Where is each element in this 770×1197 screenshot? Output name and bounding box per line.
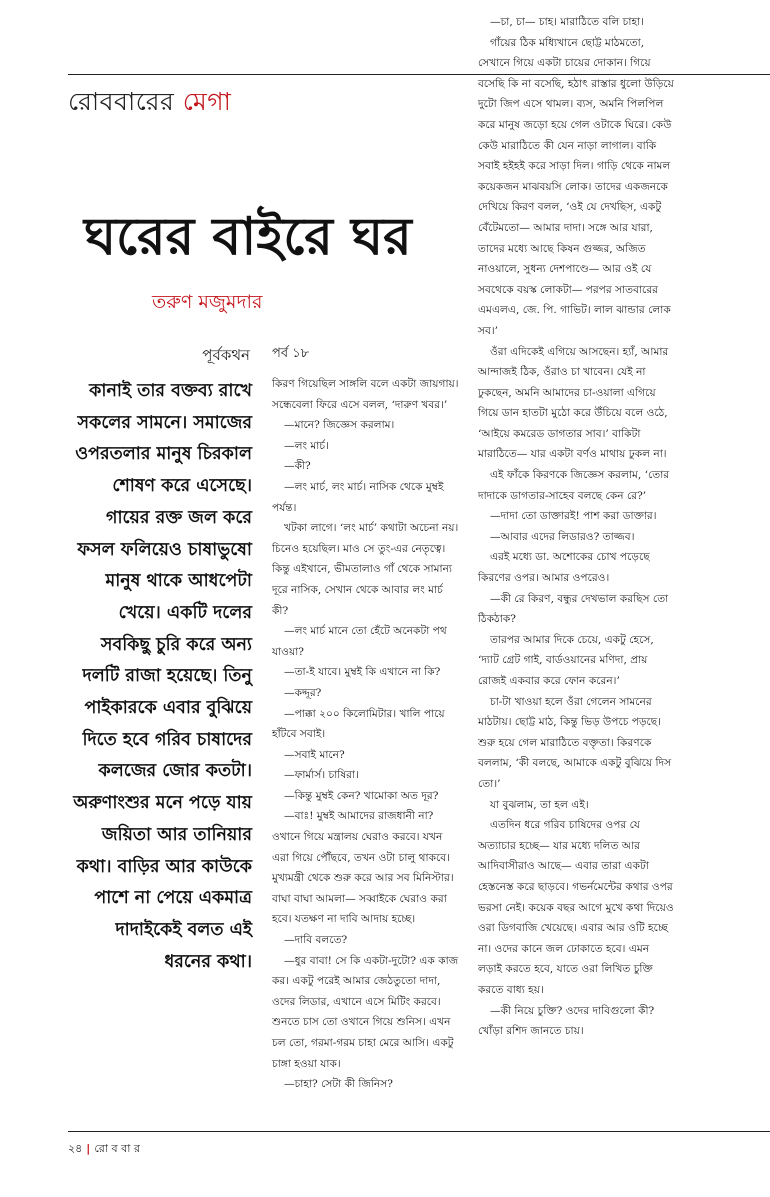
headline: ঘরের বাইরে ঘর [84, 207, 412, 267]
paragraph: —কদ্দূর? [284, 686, 322, 699]
paragraph: ওঁরা এদিকেই এগিয়ে আসছেন। হ্যাঁ, আমার আন্দাজই ঠিক, ওঁরাও চা খাবেন। যেই না ঢুকছেন, অমনি আমাদের চা-ওয়ালা এগিয়ে গিয়ে ডান হাতটা মুঠো করে উঁচিয়ে বলে ওঠে, ‘আইয়ে কমরেড ডাগতার সাব।’ বাকিটা মারাঠিতে— যার একটা বর্ণও মাথায় ঢুকল না। [478, 345, 669, 461]
paragraph: —তা-ই যাবে। মুম্বই কি এখানে না কি? [284, 666, 441, 679]
paragraph: —দাবি বলতে? [284, 934, 348, 947]
bottom-rule [68, 1131, 770, 1132]
preface-text: কানাই তার বক্তব্য রাখে সকলের সামনে। সমাজের ওপরতলার মানুষ চিরকাল শোষণ করে এসেছে। গায়ের রক্ত জল করে ফসল ফলিয়েও চাষাভুষো মানুষ থাকে আধপেটা খেয়ে। একটি দলের সবকিছু চুরি করে অন্য দলটি রাজা হয়েছে। তিনু পাইকারকে এবার বুঝিয়ে দিতে হবে গরিব চাষাদের কলজের জোর কতটা। অরুণাংশুর মনে পড়ে যায় জয়িতা আর তানিয়ার কথা। বাড়ির আর কাউকে পাশে না পেয়ে একমাত্র দাদাইকেই বলত এই ধরনের কথা। [73, 381, 252, 972]
paragraph: —লং মার্চ, লং মার্চ। নাসিক থেকে মুম্বই পর্যন্ত। [272, 480, 444, 514]
paragraph: —কী নিয়ে চুক্তি? ওদের দাবিগুলো কী? খোঁড়া রশিদ জানতে চায়। [478, 1004, 655, 1038]
paragraph: —ধুর বাবা! সে কি একটা-দুটো? এক কাজ কর। একটু পরেই আমার জেঠতুতো দাদা, ওদের লিডার, এখানে এসে মিটিং করবে। শুনতে চাস তো ওখানে গিয়ে শুনিস। এখন চল তো, গরমা-গরম চাহা মেরে আসি। একটু চাঙ্গা হওয়া যাক। [272, 954, 459, 1070]
paragraph: যা বুঝলাম, তা হল এই। [490, 798, 589, 811]
paragraph: এই ফাঁকে কিরণকে জিজ্ঞেস করলাম, ‘তোর দাদাকে ডাগতার-সাহেব বলছে কেন রে?’ [478, 469, 670, 502]
paragraph: —সবাই মানে? [284, 748, 345, 761]
paragraph: —বাঃ! মুম্বই আমাদের রাজধানী না? ওখানে গিয়ে মন্ত্রালয় ঘেরাও করবে। যখন এরা গিয়ে পৌঁছবে, তখন ওটা চালু থাকবে। মুখ্যমন্ত্রী থেকে শুরু করে আর সব মিনিস্টার। বাঘা বাঘা আমলা— সব্বাইকে ঘেরাও করা হবে। যতক্ষণ না দাবি আদায় হচ্ছে। [272, 810, 454, 926]
paragraph: এতদিন ধরে গরিব চাষিদের ওপর যে অত্যাচার হচ্ছে— যার মধ্যে দলিত আর আদিবাসীরাও আছে— এবার তারা একটা হেস্তনেস্ত করে ছাড়বে। গভর্নমেন্টের কথার ওপর ভরসা নেই। কয়েক বছর আগে মুখে কথা দিয়েও ওরা ডিগবাজি খেয়েছে। এবার আর ওটি হচ্ছে না। ওদের কানে জল ঢোকাতে হবে। এমন লড়াই করতে হবে, যাতে ওরা লিখিত চুক্তি করতে বাধ্য হয়। [478, 819, 674, 996]
paragraph: —কিন্তু মুম্বই কেন? খামোকা অত দূর? [284, 789, 439, 802]
article-column-1 [272, 374, 462, 1095]
paragraph: —আবার এদের লিডারও? তাজ্জব। [490, 530, 635, 543]
paragraph: —চাহা? সেটা কী জিনিস? [284, 1078, 393, 1091]
section-title-prefix: রোববারের [68, 87, 175, 116]
footer-separator: | [86, 1142, 91, 1155]
paragraph: —লং মার্চ মানে তো হেঁটে অনেকটা পথ যাওয়া? [272, 625, 447, 658]
paragraph: —কী? [284, 460, 311, 473]
paragraph: —কী রে কিরণ, বন্ধুর দেখভাল করছিস তো ঠিকঠাক? [478, 592, 669, 626]
paragraph: খটকা লাগে। ‘লং মার্চ’ কথাটা অচেনা নয়। চিনেও হয়েছিল। মাও সে তুং-এর নেতৃত্বে। কিন্তু এইখানে, ভীমতালাও গাঁ থেকে সামান্য দূরে নাসিক, সেখান থেকে আবার লং মার্চ কী? [272, 522, 459, 617]
magazine-name: রো ব বা র [94, 1142, 141, 1155]
paragraph: তারপর আমার দিকে চেয়ে, একটু হেসে, ‘দ্যাট গ্রেট গাই, বার্ডওয়ানের মণিদা, প্রায় রোজই একবার করে ফোন করেন।’ [478, 633, 654, 687]
paragraph: এরই মধ্যে ডা. অশোকের চোখ পড়েছে কিরণের ওপর। আমার ওপরেও। [478, 551, 650, 585]
paragraph: —মানে? জিজ্ঞেস করলাম। [284, 419, 395, 432]
page-number: ২৪ [68, 1142, 83, 1155]
page-footer [68, 1140, 140, 1159]
paragraph: কিরণ গিয়েছিল সাঙ্গলি বলে একটা জায়গায়। সন্ধেবেলা ফিরে এসে বলল, ‘দারুণ খবর।’ [272, 378, 459, 411]
article-column-2 [478, 12, 674, 1042]
preface-label: পূর্বকথন [202, 346, 250, 364]
section-title-highlight: মেগা [182, 87, 232, 116]
author-byline: তরুণ মজুমদার [152, 291, 263, 313]
paragraph: চা-টা খাওয়া হলে ওঁরা গেলেন সামনের মাঠটায়। ছোট্ট মাঠ, কিন্তু ভিড় উপচে পড়ছে। শুরু হয়ে গেল মারাঠিতে বক্তৃতা। কিরণকে বললাম, ‘কী বলছে, আমাকে একটু বুঝিয়ে দিস তো।’ [478, 695, 672, 790]
paragraph: —পাক্কা ২০০ কিলোমিটার। খালি পায়ে হাঁটবে সবাই। [272, 707, 445, 741]
paragraph: —দাদা তো ডাক্তারই! পাশ করা ডাক্তার। [490, 510, 657, 523]
episode-label: পর্ব ১৮ [272, 346, 310, 361]
section-title [68, 82, 231, 125]
paragraph: —চা, চা— চাহ। মারাঠিতে বলি চাহা। [490, 16, 644, 28]
paragraph: গাঁয়ের ঠিক মধ্যিখানে ছোট্ট মাঠমতো, সেখানে গিয়ে একটা চায়ের দোকান। গিয়ে বসেছি কি না বসেছি, হঠাৎ রাস্তার ধুলো উড়িয়ে দুটো জিপ এসে থামল। ব্যস, অমনি পিলপিল করে মানুষ জড়ো হয়ে গেল ওটাকে ঘিরে। কেউ কেউ মারাঠিতে কী যেন নাড়া লাগাল। বাকি সবাই হইহই করে সাড়া দিল। গাড়ি থেকে নামল কয়েকজন মাঝবয়সি লোক। তাদের একজনকে দেখিয়ে কিরণ বলল, ‘ওই যে দেখছিস, একটু বেঁটেমতো— আমার দাদা। সঙ্গে আর যারা, তাদের মধ্যে আছে কিষন গুজ্জর, অজিত নাওয়ালে, সুধন্য দেশপাণ্ডে— আর ওই যে সবথেকে বয়স্ক লোকটা— পরপর সাতবারের এমএলএ, জে. পি. গাভিট। লাল ঝান্ডার লোক সব।’ [478, 36, 674, 337]
paragraph: —ফার্মার্স। চাষিরা। [284, 769, 359, 782]
paragraph: —লং মার্চ। [284, 439, 329, 452]
